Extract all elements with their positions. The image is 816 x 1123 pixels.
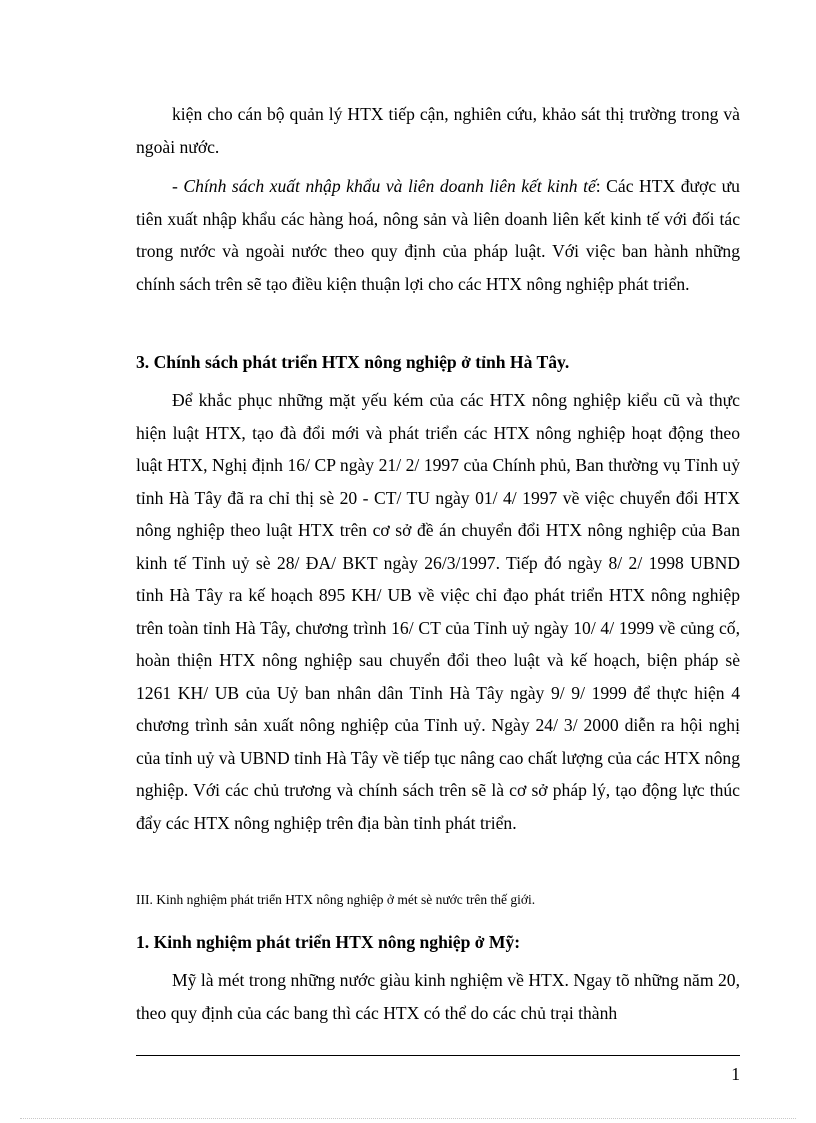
footer-divider xyxy=(136,1055,740,1056)
policy-title: Chính sách xuất nhập khẩu và liên doanh liên kết kinh tế xyxy=(183,176,596,196)
chapter-heading-iii xyxy=(136,890,740,910)
paragraph-text xyxy=(136,170,740,300)
section-heading-3 xyxy=(136,346,740,379)
section-heading-1 xyxy=(136,926,740,959)
paragraph-ha-tay-policy xyxy=(136,384,740,839)
policy-body: : Các HTX được ưu tiên xuất nhập khẩu các hàng hoá, nông sản và liên doanh liên kết kinh tế với đối tác trong nước và ngoài nước theo quy định của pháp luật. Với việc ban hành những chính sách trên sẽ tạo điều kiện thuận lợi cho các HTX nông nghiệp phát triển. xyxy=(136,176,740,294)
paragraph-text: kiện cho cán bộ quản lý HTX tiếp cận, nghiên cứu, khảo sát thị trường trong và ngoài nước. xyxy=(136,104,740,157)
list-dash: - xyxy=(172,176,184,196)
paragraph-text: Để khắc phục những mặt yếu kém của các HTX nông nghiệp kiểu cũ và thực hiện luật HTX, tạo đà đổi mới và phát triển các HTX nông nghiệp hoạt động theo luật HTX, Nghị định 16/ CP ngày 21/ 2/ 1997 của Chính phủ, Ban thường vụ Tỉnh uỷ tỉnh Hà Tây đã ra chỉ thị sè 20 - CT/ TU ngày 01/ 4/ 1997 về việc chuyển đổi HTX nông nghiệp theo luật HTX trên cơ sở đề án chuyển đổi HTX nông nghiệp của Ban kinh tế Tỉnh uỷ sè 28/ ĐA/ BKT ngày 26/3/1997. Tiếp đó ngày 8/ 2/ 1998 UBND tỉnh Hà Tây ra kế hoạch 895 KH/ UB về việc chỉ đạo phát triển HTX nông nghiệp trên toàn tỉnh Hà Tây, chương trình 16/ CT của Tỉnh uỷ ngày 10/ 4/ 1999 về củng cố, hoàn thiện HTX nông nghiệp sau chuyển đổi theo luật và kế hoạch, biện pháp sè 1261 KH/ UB của Uỷ ban nhân dân Tỉnh Hà Tây ngày 9/ 9/ 1999 để thực hiện 4 chương trình sản xuất nông nghiệp của Tỉnh uỷ. Ngày 24/ 3/ 2000 diễn ra hội nghị của tỉnh uỷ và UBND tỉnh Hà Tây về tiếp tục nâng cao chất lượng của các HTX nông nghiệp. Với các chủ trương và chính sách trên sẽ là cơ sở pháp lý, tạo động lực thúc đẩy các HTX nông nghiệp trên địa bàn tỉnh phát triển. xyxy=(136,390,740,833)
paragraph-continuation xyxy=(136,98,740,163)
heading-text: 3. Chính sách phát triển HTX nông nghiệp ở tỉnh Hà Tây. xyxy=(136,352,570,372)
heading-text: 1. Kinh nghiệm phát triển HTX nông nghiệp ở Mỹ: xyxy=(136,932,521,952)
paragraph-usa-experience xyxy=(136,964,740,1029)
page-bottom-border xyxy=(20,1118,796,1119)
page-number: 1 xyxy=(731,1064,740,1084)
heading-text: III. Kinh nghiệm phát triển HTX nông nghiệp ở mét sè nước trên thế giới. xyxy=(136,892,536,907)
paragraph-trade-policy xyxy=(136,170,740,300)
paragraph-text: Mỹ là mét trong những nước giàu kinh nghiệm về HTX. Ngay tõ những năm 20, theo quy định của các bang thì các HTX có thể do các chủ trại thành xyxy=(136,970,740,1023)
